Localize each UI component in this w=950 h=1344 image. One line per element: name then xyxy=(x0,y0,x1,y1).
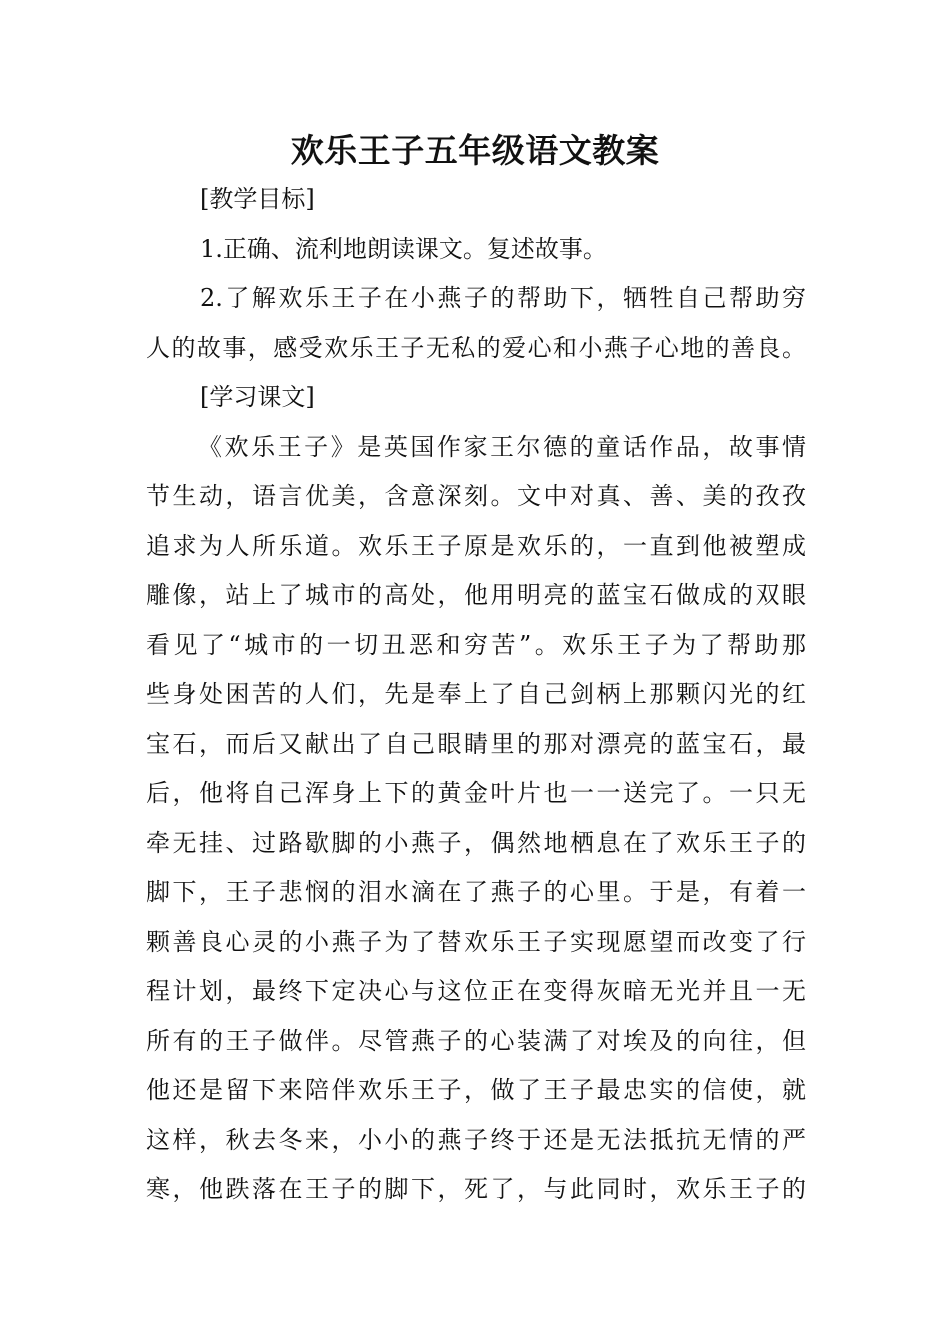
body-text-line: 宝石，而后又献出了自己眼睛里的那对漂亮的蓝宝石，最 xyxy=(146,729,806,758)
body-text-line: 寒，他跌落在王子的脚下，死了，与此同时，欢乐王子的 xyxy=(146,1175,806,1203)
goal-item-2-line: 人的故事，感受欢乐王子无私的爱心和小燕子心地的善良。 xyxy=(146,333,806,362)
body-text-line: 节生动，语言优美，含意深刻。文中对真、善、美的孜孜 xyxy=(146,482,806,510)
body-text-line: 追求为人所乐道。欢乐王子原是欢乐的，一直到他被塑成 xyxy=(146,531,806,560)
section-heading-study: [学习课文] xyxy=(200,383,315,411)
body-text-line: 看见了“城市的一切丑恶和穷苦”。欢乐王子为了帮助那 xyxy=(146,630,806,659)
body-text-line: 雕像，站上了城市的高处，他用明亮的蓝宝石做成的双眼 xyxy=(146,581,806,609)
goal-item-2-line: 2.了解欢乐王子在小燕子的帮助下，牺牲自己帮助穷 xyxy=(200,284,806,312)
body-text-line: 牵无挂、过路歇脚的小燕子，偶然地栖息在了欢乐王子的 xyxy=(146,828,806,857)
body-text-line: 《欢乐王子》是英国作家王尔德的童话作品，故事情 xyxy=(198,432,806,461)
goal-item-1: 1.正确、流利地朗读课文。复述故事。 xyxy=(200,234,607,263)
body-text-line: 程计划，最终下定决心与这位正在变得灰暗无光并且一无 xyxy=(146,977,806,1005)
body-text-line: 颗善良心灵的小燕子为了替欢乐王子实现愿望而改变了行 xyxy=(146,927,806,956)
body-text-line: 后，他将自己浑身上下的黄金叶片也一一送完了。一只无 xyxy=(146,779,806,807)
body-text-line: 这样，秋去冬来，小小的燕子终于还是无法抵抗无情的严 xyxy=(146,1125,806,1154)
body-text-line: 脚下，王子悲悯的泪水滴在了燕子的心里。于是，有着一 xyxy=(146,878,806,906)
section-heading-goals: [教学目标] xyxy=(200,185,315,213)
body-text-line: 所有的王子做伴。尽管燕子的心装满了对埃及的向往，但 xyxy=(146,1026,806,1055)
body-text-line: 他还是留下来陪伴欢乐王子，做了王子最忠实的信使，就 xyxy=(146,1076,806,1104)
page-title: 欢乐王子五年级语文教案 xyxy=(290,131,660,170)
document-body xyxy=(146,175,806,1215)
body-text-line: 些身处困苦的人们，先是奉上了自己剑柄上那颗闪光的红 xyxy=(146,680,806,708)
